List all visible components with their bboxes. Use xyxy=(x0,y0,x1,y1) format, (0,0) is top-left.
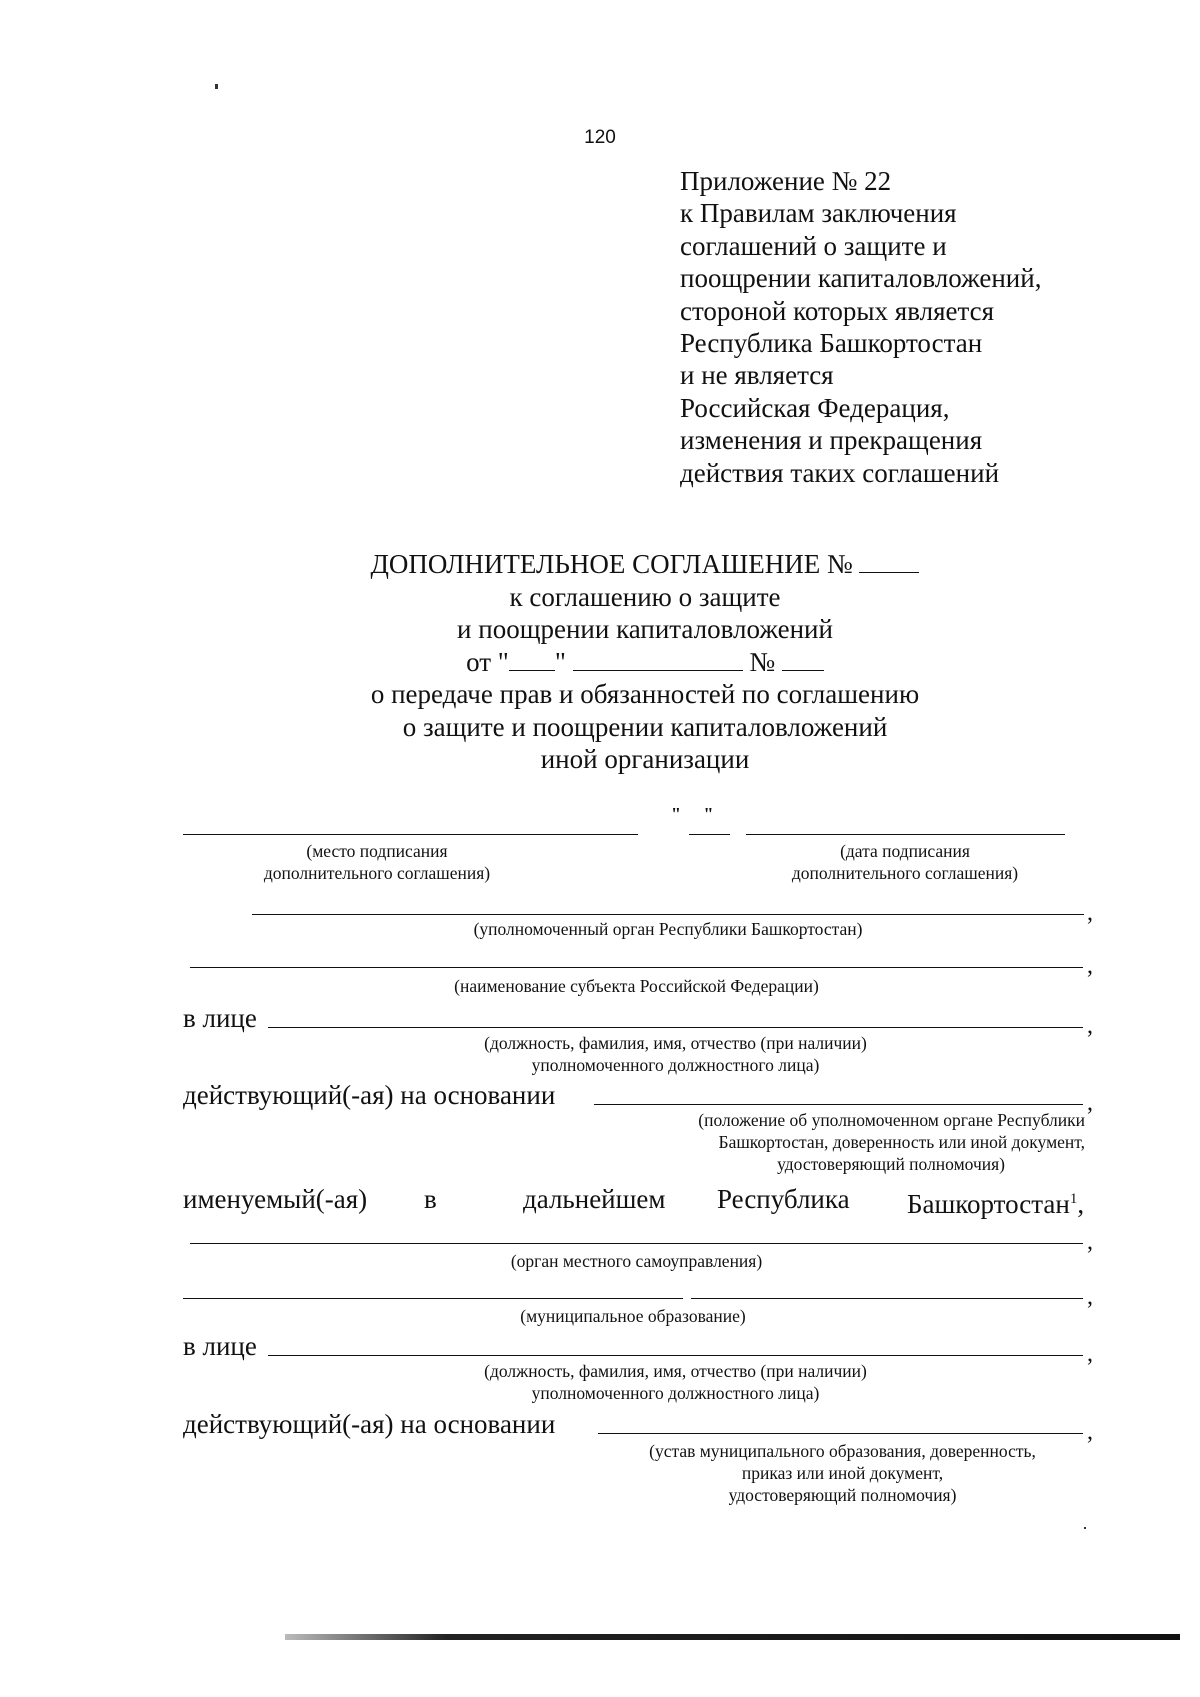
appendix-line: Республика Башкортостан xyxy=(680,328,983,359)
comma: , xyxy=(1087,1419,1093,1445)
official-name-field[interactable] xyxy=(268,1355,1083,1356)
comma: , xyxy=(1087,900,1093,926)
basis-caption: (положение об уполномоченном органе Республики Башкортостан, доверенность или иной документ, удостоверяющий полномочия) xyxy=(698,1110,1085,1174)
comma: , xyxy=(1087,953,1093,979)
local-government-field[interactable] xyxy=(190,1243,1083,1244)
appendix-line: поощрении капиталовложений, xyxy=(680,263,1042,294)
signing-day-field[interactable] xyxy=(689,834,730,835)
hereinafter-word: дальнейшем xyxy=(523,1184,666,1214)
authorized-body-caption: (уполномоченный орган Республики Башкортостан) xyxy=(473,919,863,939)
basis-document-field[interactable] xyxy=(598,1433,1083,1434)
document-title xyxy=(0,548,1200,776)
local-government-caption: (орган местного самоуправления) xyxy=(510,1251,763,1271)
subject-name-caption: (наименование субъекта Российской Федерации) xyxy=(454,976,819,996)
base-agreement-number-blank[interactable] xyxy=(782,650,824,671)
page-number: 120 xyxy=(584,127,616,148)
in-person-label: в лице xyxy=(183,1003,257,1033)
basis-caption: (устав муниципального образования, доверенность, приказ или иной документ, удостоверяющий полномочия) xyxy=(649,1441,1036,1505)
footnote-marker: 1 xyxy=(1069,1191,1078,1207)
official-caption: (должность, фамилия, имя, отчество (при наличии) уполномоченного должностного лица) xyxy=(484,1361,867,1403)
comma: , xyxy=(1087,1013,1093,1039)
signing-place-field[interactable] xyxy=(183,834,638,835)
official-caption: (должность, фамилия, имя, отчество (при наличии) уполномоченного должностного лица) xyxy=(484,1033,867,1075)
comma: , xyxy=(1087,1341,1093,1367)
hereinafter-word: Башкортостан$^1$, xyxy=(907,1189,1085,1219)
date-caption: (дата подписания дополнительного соглашения) xyxy=(791,841,1019,883)
month-year-blank[interactable] xyxy=(573,650,743,671)
from-label: от " xyxy=(466,646,509,677)
appendix-header xyxy=(680,165,1041,489)
comma: , xyxy=(1087,1090,1093,1116)
basis-document-field[interactable] xyxy=(594,1104,1083,1105)
appendix-line: к Правилам заключения xyxy=(680,198,957,229)
municipality-caption: (муниципальное образование) xyxy=(520,1306,746,1326)
title-line-1: ДОПОЛНИТЕЛЬНОЕ СОГЛАШЕНИЕ № xyxy=(370,549,853,579)
title-line-2: к соглашению о защите xyxy=(509,581,781,612)
scan-speck xyxy=(215,84,218,89)
title-line-7: иной организации xyxy=(540,744,750,774)
signing-date-field[interactable] xyxy=(746,834,1065,835)
hereinafter-word: именуемый(-ая) xyxy=(183,1184,368,1214)
appendix-line: стороной которых является xyxy=(680,295,995,326)
comma: , xyxy=(1087,1284,1093,1310)
municipality-field-part-2[interactable] xyxy=(691,1298,1083,1299)
appendix-line: и не является xyxy=(680,360,834,391)
appendix-line: изменения и прекращения xyxy=(680,425,983,456)
appendix-line: действия таких соглашений xyxy=(680,457,1000,488)
date-quotes: " " xyxy=(671,804,714,824)
comma: , xyxy=(1087,1229,1093,1255)
quote-mark: " xyxy=(554,646,566,677)
subject-name-field[interactable] xyxy=(190,967,1083,968)
appendix-line: соглашений о защите и xyxy=(680,230,947,261)
title-line-6: о защите и поощрении капиталовложений xyxy=(402,711,888,742)
footer-separator xyxy=(285,1634,1180,1640)
hereinafter-word: в xyxy=(424,1184,437,1214)
title-line-3: и поощрении капиталовложений xyxy=(457,614,833,644)
place-caption: (место подписания дополнительного соглашения) xyxy=(263,841,491,883)
appendix-line: Приложение № 22 xyxy=(680,166,892,196)
number-label: № xyxy=(749,646,776,677)
day-blank[interactable] xyxy=(509,650,555,671)
in-person-label: в лице xyxy=(183,1331,257,1361)
authorized-body-field[interactable] xyxy=(252,914,1084,915)
scan-speck xyxy=(1084,1527,1086,1529)
acting-on-basis-label: действующий(-ая) на основании xyxy=(183,1409,556,1439)
municipality-field-part-1[interactable] xyxy=(183,1298,683,1299)
official-name-field[interactable] xyxy=(268,1027,1083,1028)
hereinafter-word: Республика xyxy=(717,1184,850,1214)
acting-on-basis-label: действующий(-ая) на основании xyxy=(183,1080,556,1110)
title-line-5: о передаче прав и обязанностей по соглашению xyxy=(370,679,920,709)
agreement-number-blank[interactable] xyxy=(859,552,919,573)
appendix-line: Российская Федерация, xyxy=(680,392,950,423)
